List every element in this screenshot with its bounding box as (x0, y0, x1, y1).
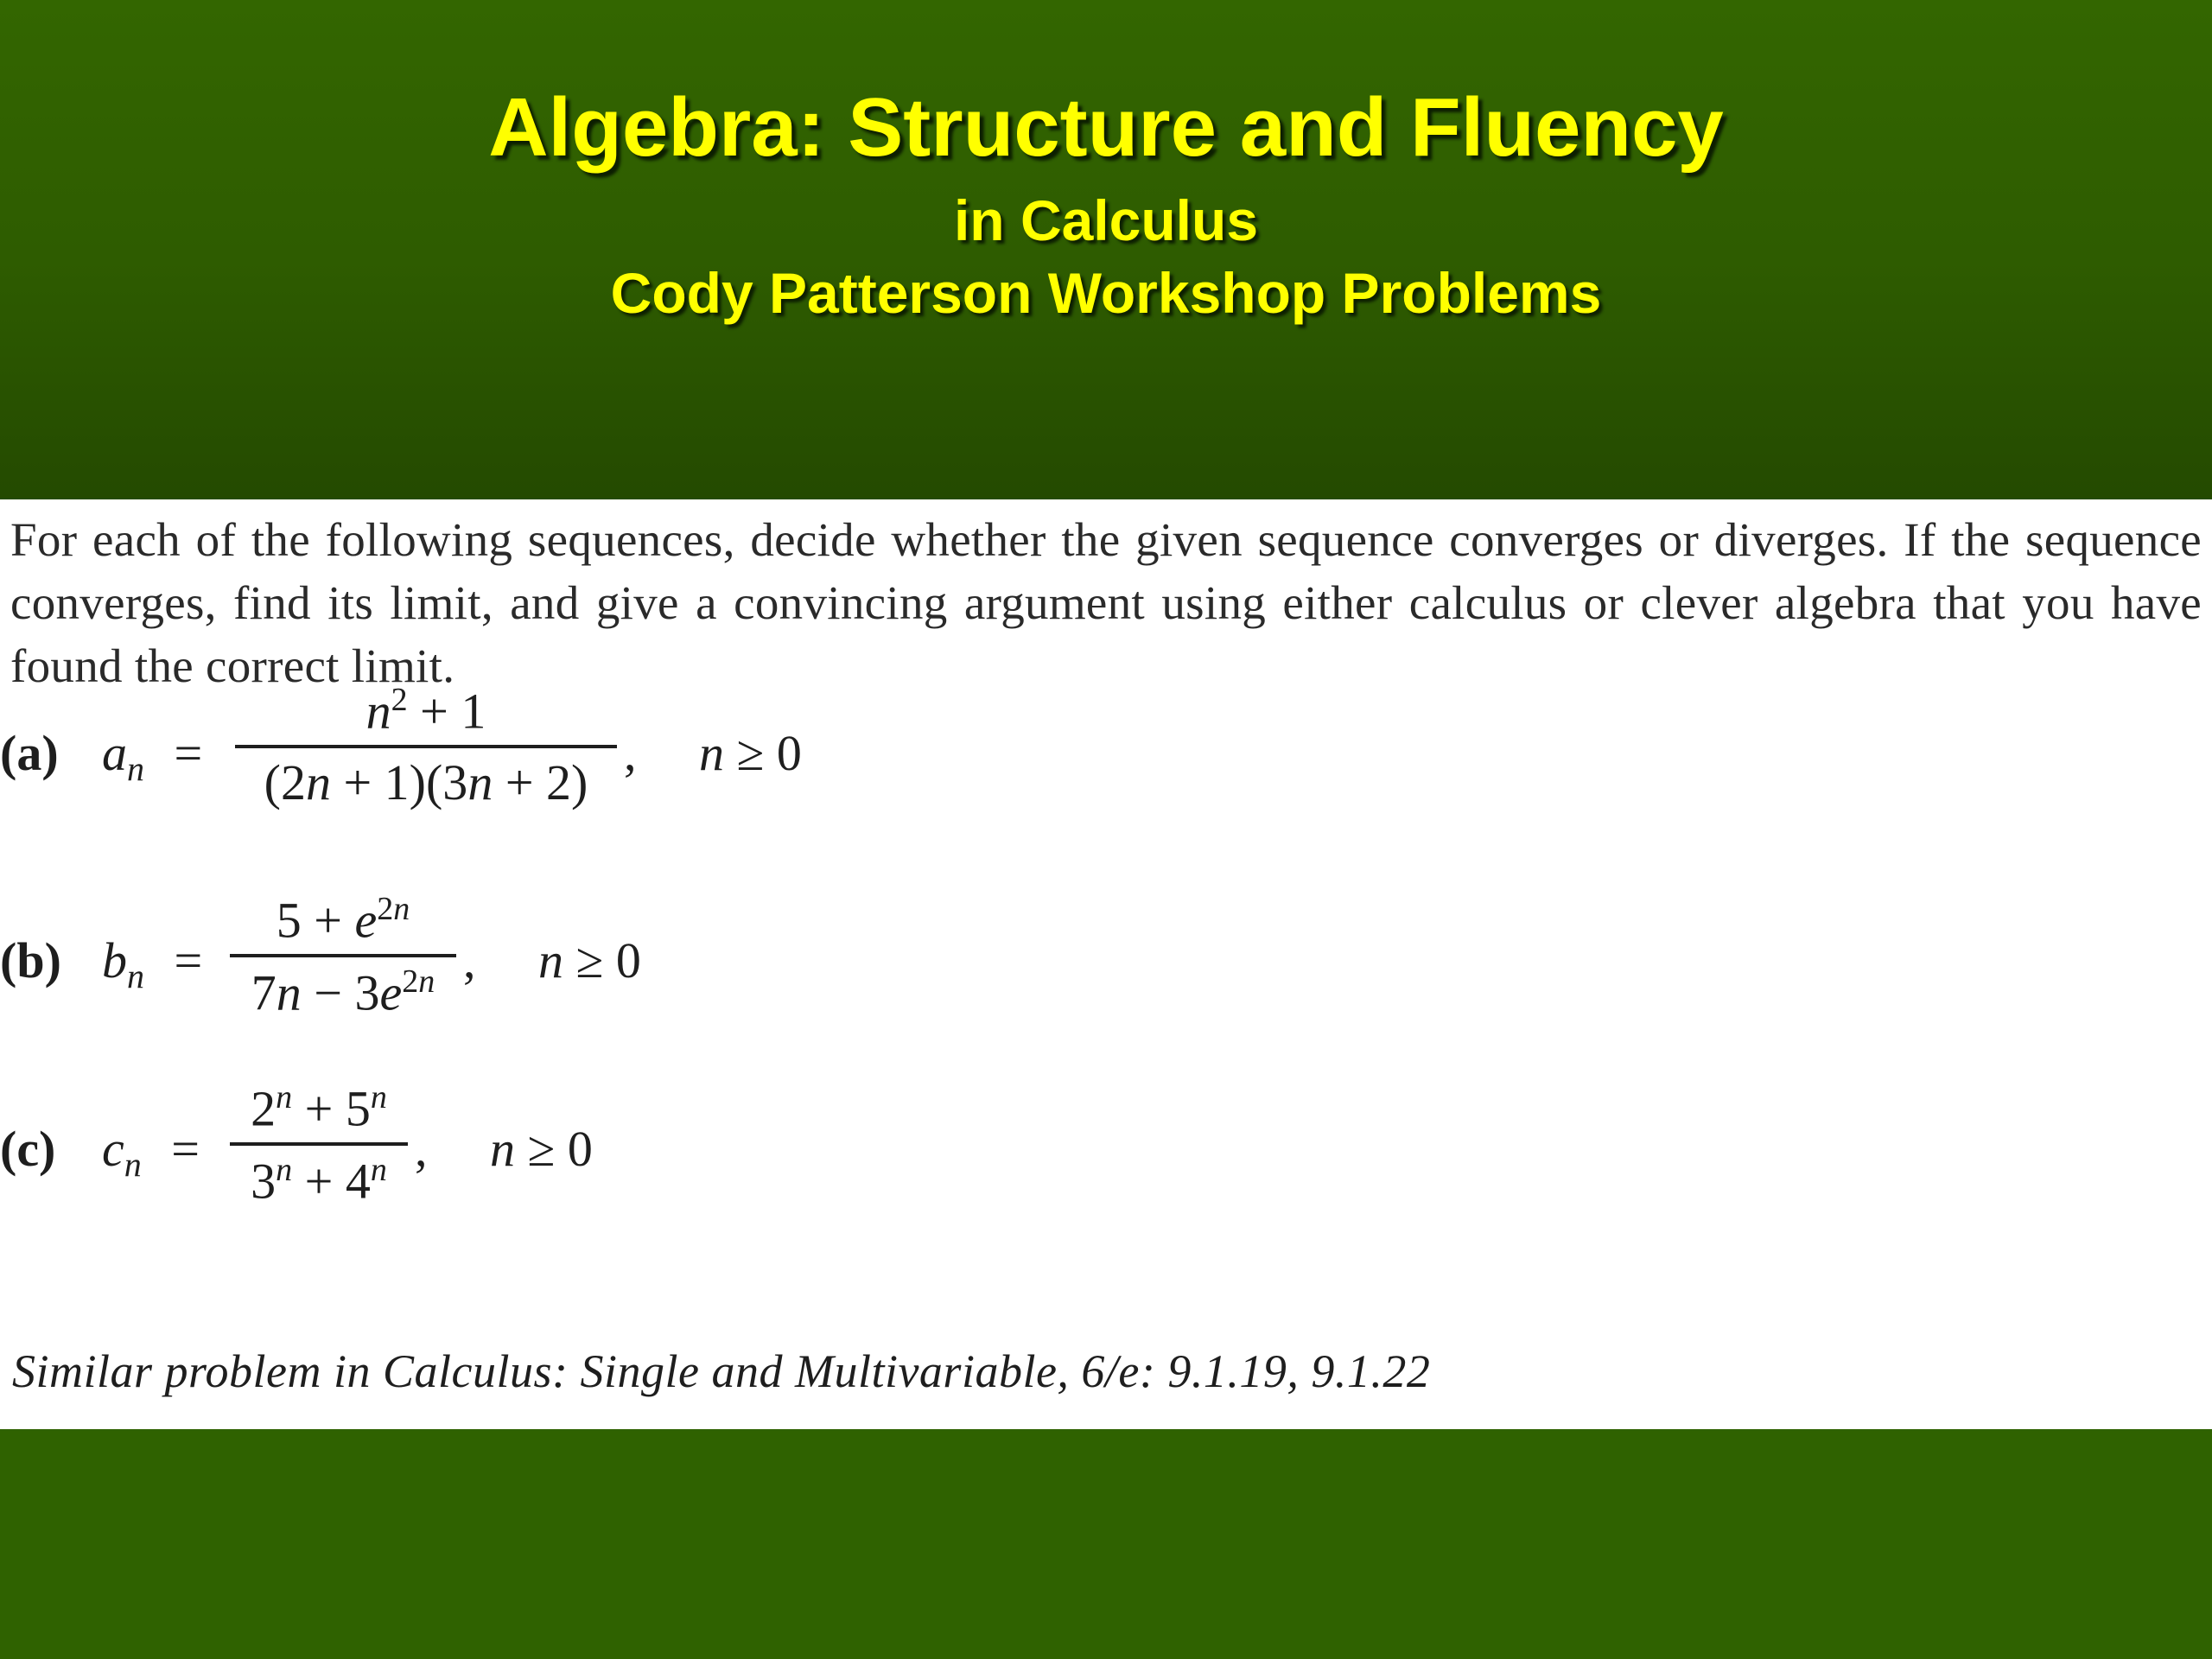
slide-subtitle-workshop: Cody Patterson Workshop Problems (610, 261, 1602, 325)
fraction (230, 1078, 408, 1211)
index-condition: , n ≥ 0 (624, 725, 802, 781)
problem-b (0, 891, 1037, 1061)
fraction (235, 681, 617, 811)
problem-instructions: For each of the following sequences, decide whether the given sequence converges or diverges. If the sequence converges, find its limit, and give a convincing argument using either calculus or clever algebra that you have found the correct limit. (10, 513, 2202, 692)
denominator: $7n - 3e^{2n}$ (251, 963, 435, 1021)
problem-c (0, 1079, 1037, 1249)
problem-label: (c) (0, 1121, 56, 1177)
sequence-term: $a_n$ = (102, 725, 203, 788)
numerator: $5 + e^{2n}$ (276, 891, 410, 949)
fraction-bar (235, 745, 617, 748)
index-condition: , n ≥ 0 (415, 1121, 593, 1177)
sequence-term: $c_n$ = (102, 1121, 200, 1184)
source-reference: Similar problem in Calculus: Single and Multivariable, 6/e: 9.1.19, 9.1.22 (12, 1345, 1431, 1397)
fraction-bar (230, 954, 456, 957)
sequence-term: $b_n$ = (102, 932, 203, 995)
numerator: $2^n + 5^n$ (251, 1079, 387, 1137)
problem-a (0, 682, 1037, 854)
denominator: (2n + 1)(3n + 2) (264, 754, 588, 811)
slide-subtitle: in Calculus (953, 188, 1259, 252)
problem-label: (b) (0, 932, 61, 988)
denominator: $3^n + 4^n$ (251, 1152, 387, 1210)
problem-panel (0, 499, 2212, 1429)
slide-title: Algebra: Structure and Fluency (488, 81, 1724, 174)
fraction-bar (230, 1142, 408, 1146)
problem-label: (a) (0, 725, 59, 781)
fraction (230, 890, 456, 1022)
index-condition: , n ≥ 0 (463, 932, 641, 988)
numerator: $n^2 + 1$ (365, 682, 486, 740)
